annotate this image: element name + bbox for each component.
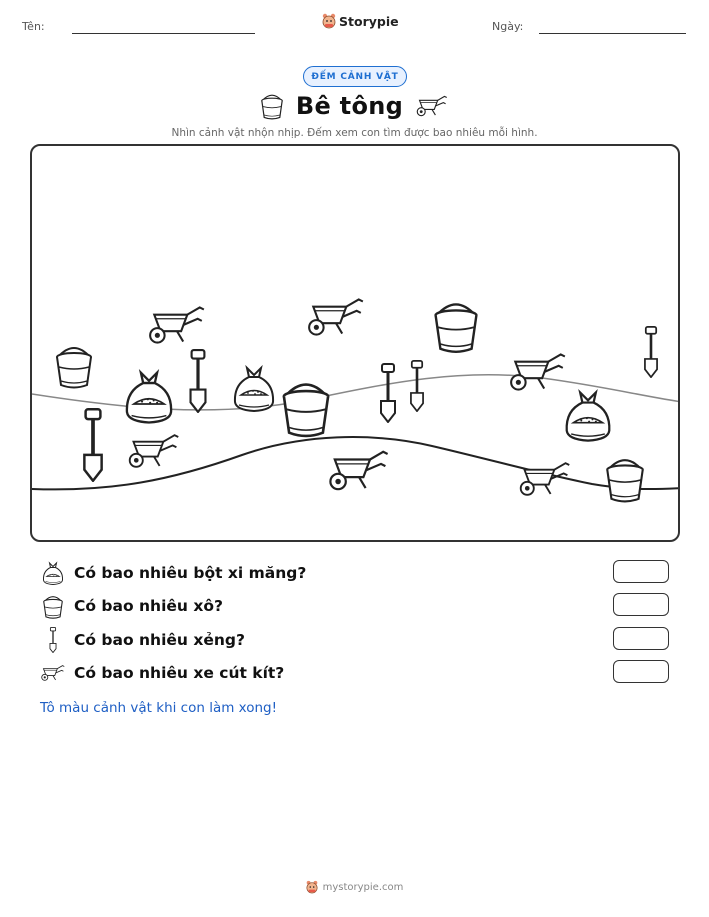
question-2	[40, 593, 223, 619]
question-1	[40, 560, 306, 586]
shovel-1	[191, 350, 206, 412]
answer-box-1[interactable]	[613, 560, 669, 583]
cement-bag-3	[567, 392, 610, 440]
wheelbarrow-3	[511, 354, 565, 389]
shovel-2	[381, 364, 395, 422]
bucket-icon	[40, 593, 66, 619]
scene-drawing	[32, 146, 680, 542]
footer-site: mystorypie.com	[322, 881, 404, 893]
wheelbarrow-6	[521, 463, 570, 495]
bucket-icon	[260, 92, 284, 120]
page-title: Bê tông	[295, 92, 404, 120]
name-line[interactable]	[72, 33, 255, 34]
wheelbarrow-2	[309, 299, 363, 334]
wheelbarrow-icon	[415, 94, 449, 118]
name-label: Tên:	[22, 20, 45, 33]
wheelbarrow-4	[130, 435, 179, 467]
title-row	[0, 92, 709, 120]
bucket-4	[607, 460, 642, 501]
answer-box-4[interactable]	[613, 660, 669, 683]
wheelbarrow-1	[150, 307, 204, 342]
question-4	[40, 660, 284, 686]
answer-box-2[interactable]	[613, 593, 669, 616]
bucket-1	[57, 348, 91, 388]
shovel-4	[645, 327, 657, 377]
question-4-text: Có bao nhiêu xe cút kít?	[74, 664, 285, 682]
storypie-mascot-icon	[306, 880, 318, 894]
question-3-text: Có bao nhiêu xẻng?	[74, 631, 245, 649]
cement-bag-1	[127, 373, 171, 423]
shovel-icon	[40, 627, 66, 653]
answer-box-3[interactable]	[613, 627, 669, 650]
cement-bag-icon	[40, 560, 66, 586]
wheelbarrow-icon	[40, 660, 66, 686]
date-line[interactable]	[539, 33, 686, 34]
wheelbarrow-5	[330, 452, 387, 489]
counting-scene	[30, 144, 680, 542]
cement-bag-2	[235, 368, 273, 411]
footer	[0, 880, 709, 894]
shovel-3	[411, 361, 423, 411]
date-label: Ngày:	[492, 20, 524, 33]
question-2-text: Có bao nhiêu xô?	[74, 597, 223, 615]
bucket-3	[284, 385, 328, 436]
shovel-5	[84, 409, 101, 481]
question-1-text: Có bao nhiêu bột xi măng?	[74, 564, 307, 582]
storypie-mascot-icon	[322, 13, 336, 29]
color-instruction: Tô màu cảnh vật khi con làm xong!	[40, 700, 278, 716]
brand-logo	[322, 13, 399, 29]
instructions: Nhìn cảnh vật nhộn nhịp. Đếm xem con tìm được bao nhiêu mỗi hình.	[171, 127, 538, 139]
question-3	[40, 627, 245, 653]
brand-name: Storypie	[339, 13, 399, 29]
activity-tag: ĐẾM CẢNH VẬT	[303, 66, 407, 87]
bucket-2	[436, 304, 477, 351]
